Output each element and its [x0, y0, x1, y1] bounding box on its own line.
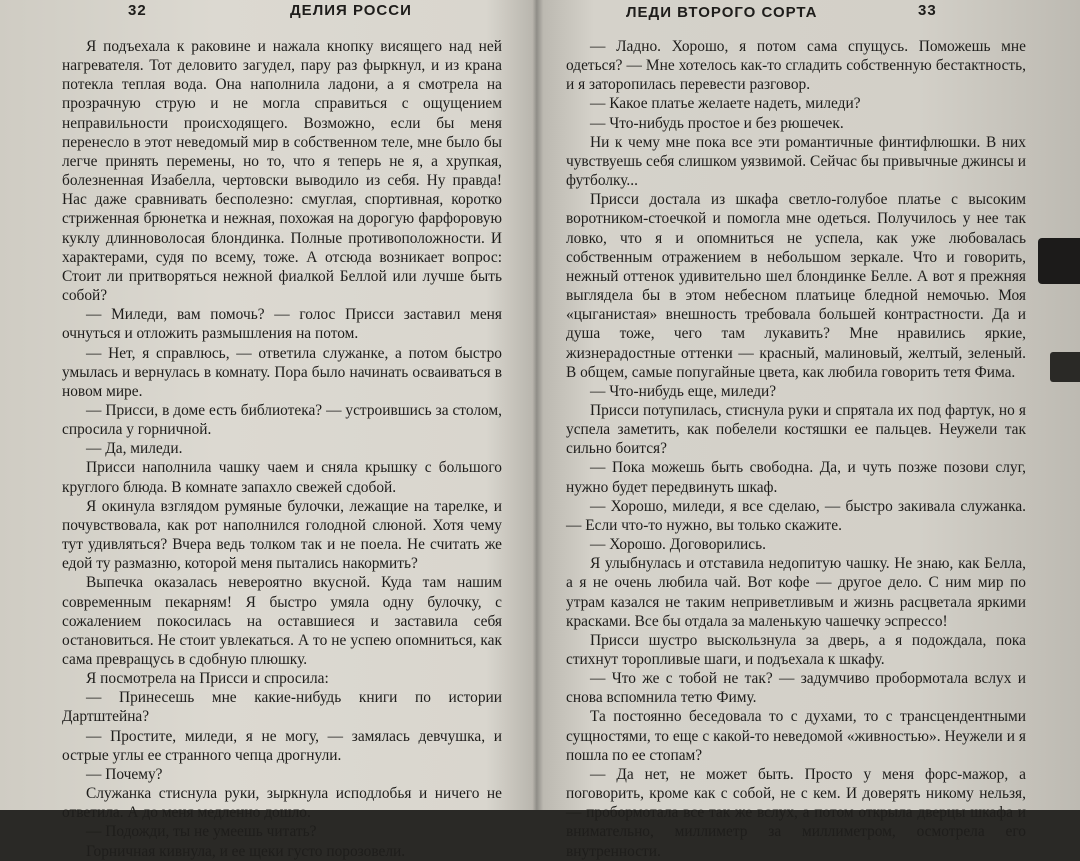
paragraph: Я посмотрела на Присси и спросила:: [86, 670, 329, 688]
left-author-name: ДЕЛИЯ РОССИ: [290, 2, 412, 19]
paragraph: — Подожди, ты не умеешь читать?: [86, 823, 317, 841]
paragraph: — Какое платье желаете надеть, миледи?: [590, 95, 861, 113]
paragraph: — Нет, я справлюсь, — ответила служанке, а потом быстро умылась и вернулась в комнату. Пора было начинать осваиваться в новом мире.: [62, 344, 502, 400]
paragraph: Я окинула взглядом румяные булочки, лежащие на тарелке, и почувствовала, как рот наполнился голодной слюной. Хотя чему тут удивляться? Вчера ведь толком так и не поела. Не считать же едой ту размазню, которой меня пытались накормить?: [62, 497, 502, 573]
paragraph: — Миледи, вам помочь? — голос Присси заставил меня очнуться и отложить размышления на потом.: [62, 306, 502, 343]
right-page-number: 33: [918, 2, 937, 19]
right-page-text: [566, 37, 1026, 861]
paragraph: Присси потупилась, стиснула руки и спрятала их под фартук, но я успела заметить, как побелели костяшки ее пальцев. Неужели так сильно боится?: [566, 401, 1026, 458]
paragraph: Присси шустро выскользнула за дверь, а я подождала, пока стихнут торопливые шаги, и подъехала к шкафу.: [566, 631, 1026, 668]
paragraph: — Ладно. Хорошо, я потом сама спущусь. Поможешь мне одеться? — Мне хотелось как-то сгладить собственную бестактность, и я заторопилась перевести разговор.: [566, 38, 1026, 94]
paragraph: Присси достала из шкафа светло-голубое платье с высоким воротником-стоечкой и помогла мне одеться. Получилось у нее так ловко, что я и опомниться не успела, как уже любовалась собственным отражением в небольшом зеркале. Что и говорить, нежный оттенок удивительно шел блондинке Белле. А вот я прежняя выглядела бы в этом небесном платьице бледной немочью. Моя «цыганистая» внешность требовала большей контрастности. Да и душа тоже, чего там лукавить? Мне нравились яркие, жизнерадостные оттенки — красный, малиновый, желтый, зеленый. В общем, самые попугайные цвета, как любила говорить тетя Фима.: [566, 191, 1026, 381]
paragraph: Ни к чему мне пока все эти романтичные финтифлюшки. В них чувствуешь себя слишком уязвимой. Сейчас бы привычные джинсы и футболку...: [566, 133, 1026, 190]
paragraph: — Что же с тобой не так? — задумчиво пробормотала вслух и снова вспомнила тетю Фиму.: [566, 670, 1026, 707]
paragraph: Я подъехала к раковине и нажала кнопку висящего над ней нагревателя. Тот деловито загудел, пару раз фыркнул, и из крана потекла теплая вода. Она наполнила ладони, а я смотрела на прозрачную струю и не могла справиться с ощущением неправильности происходящего. Возможно, если бы меня перенесло в этот неведомый мир в собственном теле, мне было бы легче принять перемены, но то, что я теперь не я, а хрупкая, болезненная Изабелла, чертовски выводило из себя. Ну правда! Нас даже сравнивать бесполезно: смуглая, спортивная, коротко стриженная брюнетка и нежная, похожая на дорогую фарфоровую куклу длинноволосая блондинка. Полные противоположности. И характерами, судя по всему, тоже. А отсюда возникает вопрос: Стоит ли притворяться нежной фиалкой Беллой или лучше быть собой?: [62, 38, 502, 305]
paragraph: Служанка стиснула руки, зыркнула исподлобья и ничего не ответила. А до меня медленно дошло.: [62, 785, 502, 822]
left-running-head: [0, 0, 530, 24]
paragraph: — Принесешь мне какие-нибудь книги по истории Дартштейна?: [62, 689, 502, 726]
paragraph: — Присси, в доме есть библиотека? — устроившись за столом, спросила у горничной.: [62, 401, 502, 439]
left-page: [0, 0, 530, 860]
paragraph: — Пока можешь быть свободна. Да, и чуть позже позови слуг, нужно будет передвинуть шкаф.: [566, 459, 1026, 496]
paragraph: Та постоянно беседовала то с духами, то с трансцендентными сущностями, то еще с какой-то неведомой «живностью». Неужели и я пошла по ее стопам?: [566, 708, 1026, 764]
paragraph: — Почему?: [86, 765, 163, 783]
background-object: [1038, 238, 1080, 284]
paragraph: — Простите, миледи, я не могу, — замялась девчушка, и острые углы ее странного чепца дрогнули.: [62, 727, 502, 764]
paragraph: — Что-нибудь простое и без рюшечек.: [590, 114, 844, 132]
right-book-title: ЛЕДИ ВТОРОГО СОРТА: [626, 4, 818, 21]
paragraph: — Да, миледи.: [86, 440, 183, 458]
paragraph: — Хорошо, миледи, я все сделаю, — быстро закивала служанка. — Если что-то нужно, вы только скажите.: [566, 497, 1026, 534]
right-page: [548, 0, 1032, 860]
paragraph: — Да нет, не может быть. Просто у меня форс-мажор, а поговорить, кроме как с собой, не с кем. И доверять никому нельзя, — пробормотала все так же вслух, а потом открыла дверцы шкафа и внимательно, миллиметр за миллиметром, осмотрела его внутренности.: [566, 765, 1026, 860]
paragraph: Я улыбнулась и отставила недопитую чашку. Не знаю, как Белла, а я не очень любила чай. Вот кофе — другое дело. С ним мир по утрам казался не таким неприветливым и жизнь расцветала яркими красками. Все бы отдала за маленькую чашечку эспрессо!: [566, 555, 1026, 630]
paragraph: Горничная кивнула, и ее щеки густо порозовели.: [86, 842, 406, 860]
background-shadow: [1050, 352, 1080, 382]
left-page-text: [62, 37, 502, 861]
paragraph: — Что-нибудь еще, миледи?: [590, 382, 777, 400]
right-running-head: [548, 0, 1032, 24]
paragraph: Присси наполнила чашку чаем и сняла крышку с большого круглого блюда. В комнате запахло свежей сдобой.: [62, 459, 502, 496]
paragraph: Выпечка оказалась невероятно вкусной. Куда там нашим современным пекарням! Я быстро умяла одну булочку, с сожалением покосилась на оставшиеся и заставила себя остановиться. Не стоит увлекаться. А то не успею опомниться, как сама превращусь в сдобную плюшку.: [62, 574, 502, 668]
paragraph: — Хорошо. Договорились.: [590, 536, 766, 554]
left-page-number: 32: [128, 2, 147, 19]
